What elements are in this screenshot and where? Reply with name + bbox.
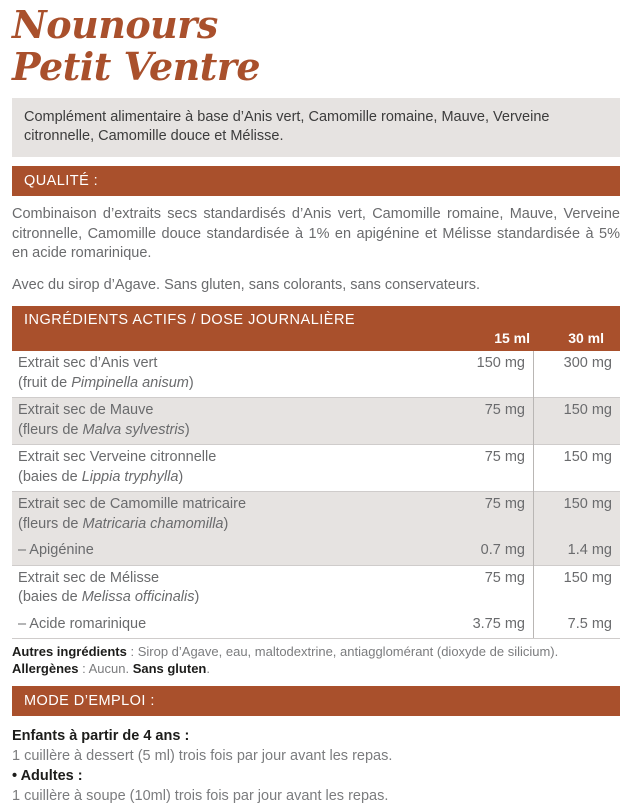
- ingredient-latin-name: (fleurs de Malva sylvestris): [18, 421, 190, 438]
- table-row: [12, 351, 620, 398]
- ingredient-name-cell: [12, 445, 447, 492]
- qualite-paragraph-2: Avec du sirop d’Agave. Sans gluten, sans colorants, sans conservateurs.: [12, 276, 481, 293]
- allergens-label: Allergènes: [12, 661, 79, 676]
- allergens-line: [12, 660, 620, 677]
- latin-binomial: Matricaria chamomilla: [82, 515, 224, 532]
- ingredient-latin-name: (fleurs de Matricaria chamomilla): [18, 515, 229, 532]
- qualite-paragraph-1: Combinaison d’extraits secs standardisés d’Anis vert, Camomille romaine, Mauve, Verveine citronnelle, Camomille douce standardisée à 1% en apigénine et Mélisse standardisée à 5% en acide romarinique.: [12, 206, 620, 261]
- other-ingredients-line: [12, 643, 620, 660]
- dose-15ml: 75 mg: [447, 445, 534, 492]
- qualite-body: [12, 205, 620, 295]
- dose-15ml: 75 mg: [447, 565, 534, 612]
- ingredient-latin-name: (fruit de Pimpinella anisum): [18, 374, 194, 391]
- table-row-sub: [12, 612, 620, 639]
- sub-dose-30ml: 7.5 mg: [534, 612, 621, 639]
- dose-30ml: 300 mg: [563, 355, 612, 371]
- table-row: [12, 492, 620, 539]
- ingredients-band-label: INGRÉDIENTS ACTIFS / DOSE JOURNALIÈRE: [24, 312, 356, 328]
- product-description-box: Complément alimentaire à base d’Anis vert, Camomille romaine, Mauve, Verveine citronnelle, Camomille douce et Mélisse.: [12, 98, 620, 157]
- latin-binomial: Pimpinella anisum: [71, 374, 189, 391]
- latin-binomial: Lippia tryphylla: [81, 468, 179, 485]
- ingredient-name-cell: [12, 351, 447, 398]
- ingredient-common-name: Extrait sec de Mauve: [18, 402, 154, 418]
- ingredients-column-headers: [12, 330, 620, 346]
- ingredient-common-name: Extrait sec d’Anis vert: [18, 355, 158, 371]
- sub-dose-15ml: 0.7 mg: [447, 538, 534, 565]
- usage-children-heading: Enfants à partir de 4 ans :: [12, 728, 190, 744]
- dose-30ml: 150 mg: [534, 492, 621, 539]
- ingredient-name-cell: [12, 492, 447, 539]
- latin-binomial: Melissa officinalis: [81, 589, 195, 605]
- allergens-text: : Aucun.: [78, 661, 133, 676]
- allergens-end: .: [206, 661, 210, 676]
- usage-adults-dose: 1 cuillère à soupe (10ml) trois fois par jour avant les repas.: [12, 788, 389, 804]
- column-header-30ml: 30 ml: [568, 330, 604, 346]
- dose-15ml: 75 mg: [447, 492, 534, 539]
- sub-ingredient-name: – Apigénine: [18, 542, 94, 558]
- column-header-15ml: 15 ml: [494, 330, 530, 346]
- ingredient-name-cell: [12, 398, 447, 445]
- dose-30ml: 150 mg: [534, 445, 621, 492]
- ingredients-table-body: [12, 351, 620, 639]
- usage-children-dose: 1 cuillère à dessert (5 ml) trois fois par jour avant les repas.: [12, 748, 393, 764]
- table-row: [12, 398, 620, 445]
- sub-dose-30ml: 1.4 mg: [567, 542, 612, 558]
- title-line-1: Nounours: [12, 2, 218, 47]
- latin-binomial: Malva sylvestris: [82, 421, 185, 438]
- table-row-sub: [12, 538, 620, 565]
- ingredient-common-name: Extrait sec de Camomille matricaire: [18, 496, 247, 512]
- notes-block: [12, 643, 620, 677]
- page-title: [0, 0, 632, 88]
- allergens-gluten-free: Sans gluten: [132, 661, 207, 676]
- title-line-2: Petit Ventre: [12, 44, 261, 89]
- dose-15ml: 75 mg: [447, 398, 534, 445]
- section-header-qualite: QUALITÉ :: [12, 166, 620, 196]
- dose-30ml: 150 mg: [534, 398, 621, 445]
- other-ingredients-text: : Sirop d’Agave, eau, maltodextrine, antiagglomérant (dioxyde de silicium).: [126, 644, 559, 659]
- section-header-ingredients: [12, 306, 620, 351]
- sub-dose-15ml: 3.75 mg: [447, 612, 534, 639]
- ingredients-table: [12, 351, 620, 639]
- ingredient-latin-name: (baies de Lippia tryphylla): [18, 468, 184, 485]
- dose-15ml: 150 mg: [447, 351, 534, 398]
- ingredient-common-name: Extrait sec de Mélisse: [18, 569, 160, 586]
- sub-ingredient-name: – Acide romarinique: [12, 612, 447, 639]
- table-row: [12, 445, 620, 492]
- table-row: [12, 565, 620, 612]
- section-header-mode-emploi: MODE D’EMPLOI :: [12, 686, 620, 716]
- dose-30ml: 150 mg: [534, 565, 621, 612]
- ingredient-common-name: Extrait sec Verveine citronnelle: [18, 449, 217, 465]
- ingredient-name-cell: [12, 565, 447, 612]
- usage-body: [12, 726, 620, 806]
- other-ingredients-label: Autres ingrédients: [12, 644, 127, 659]
- usage-adults-heading: • Adultes :: [12, 768, 83, 784]
- ingredient-latin-name: (baies de Melissa officinalis): [18, 589, 200, 605]
